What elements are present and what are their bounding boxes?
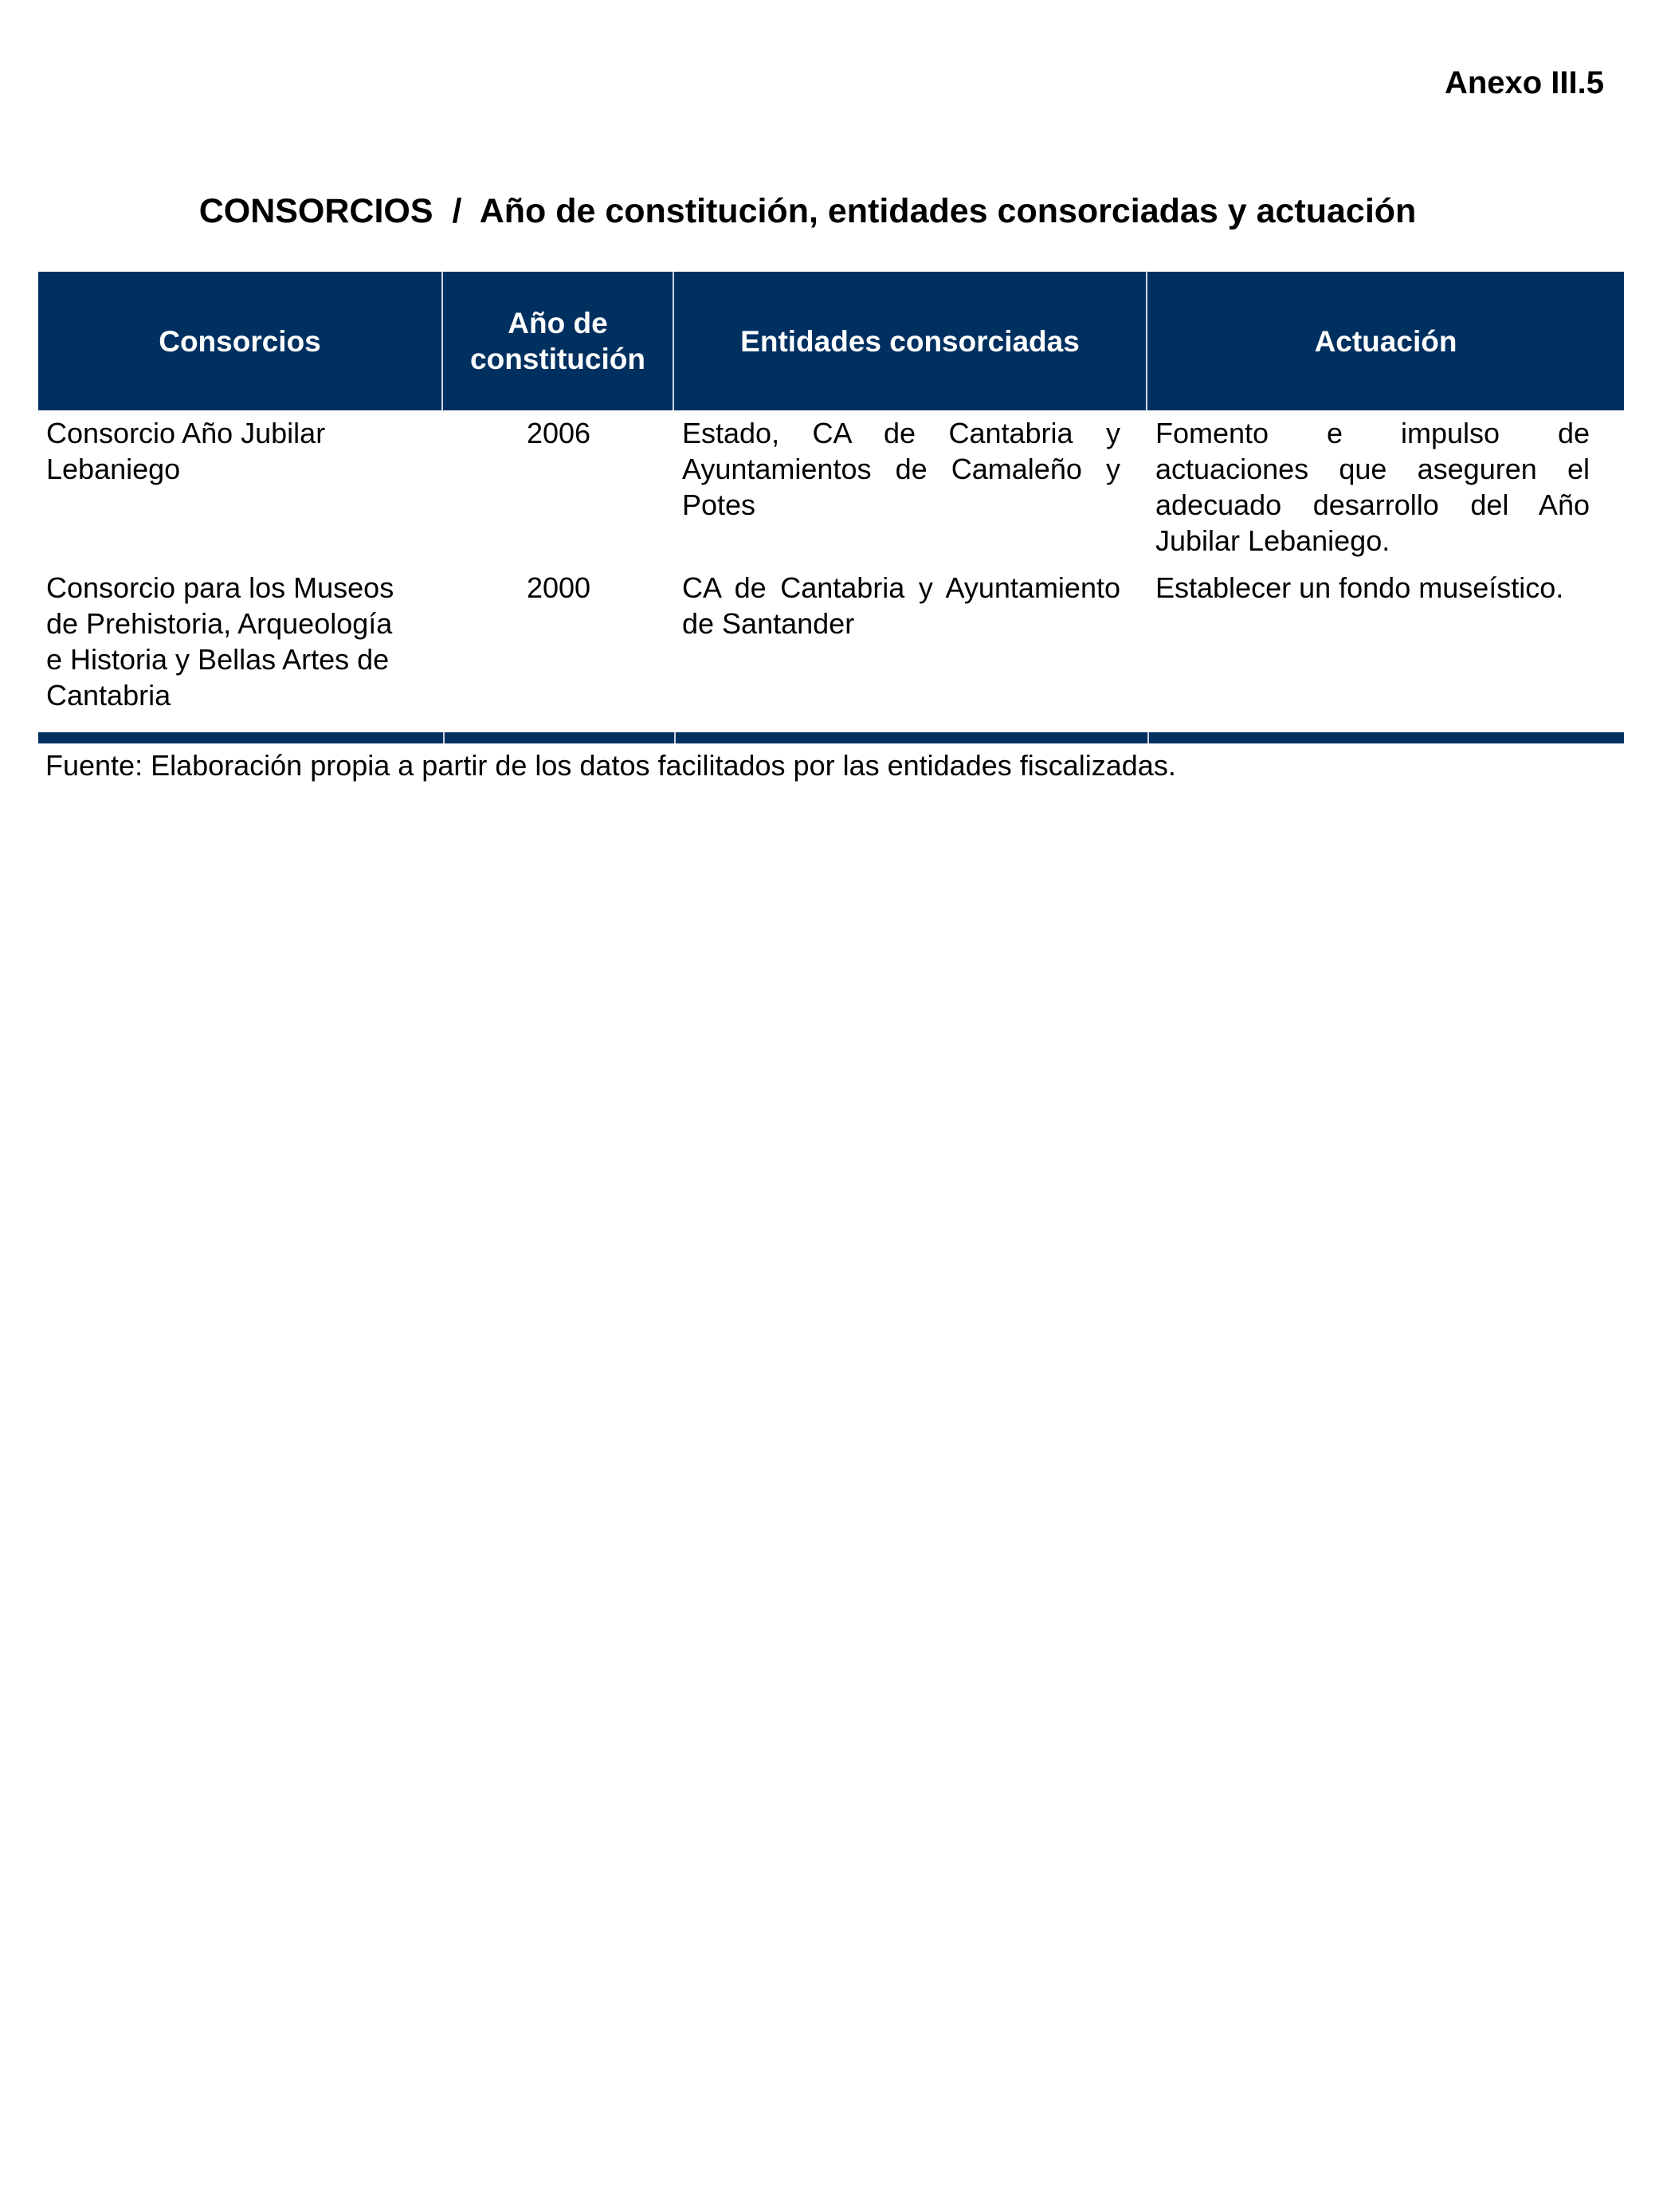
table-column-divider [674,732,676,743]
table-row [38,570,1624,713]
column-header-anio-constitucion: Año de constitución [443,272,674,410]
source-note: Fuente: Elaboración propia a partir de los datos facilitados por las entidades fiscalizadas. [45,749,1176,782]
cell-consorcio-nombre: Consorcio Año Jubilar Lebaniego [46,417,326,485]
page-title: CONSORCIOS / Año de constitución, entidades consorciadas y actuación [198,192,1417,230]
table-row [38,415,1624,559]
consorcios-table [38,272,1624,743]
cell-actuacion: Establecer un fondo museístico. [1155,571,1564,604]
table-bottom-border [38,732,1624,743]
column-header-consorcios: Consorcios [38,272,443,410]
cell-anio-constitucion: 2000 [526,571,591,604]
cell-consorcio-nombre: Consorcio para los Museos de Prehistoria, Arqueología e Historia y Bellas Artes de Cantabria [46,571,394,712]
cell-actuacion: Fomento e impulso de actuaciones que aseguren el adecuado desarrollo del Año Jubilar Lebaniego. [1155,417,1590,557]
column-header-entidades-consorciadas: Entidades consorciadas [674,272,1147,410]
table-column-divider [1147,732,1149,743]
cell-entidades-consorciadas: CA de Cantabria y Ayuntamiento de Santander [682,571,1120,640]
table-column-divider [443,732,445,743]
cell-anio-constitucion: 2006 [526,417,591,449]
table-header-row [38,272,1624,410]
cell-entidades-consorciadas: Estado, CA de Cantabria y Ayuntamientos de Camaleño y Potes [682,417,1120,521]
annex-label: Anexo III.5 [1444,65,1604,100]
column-header-actuacion: Actuación [1314,324,1457,358]
